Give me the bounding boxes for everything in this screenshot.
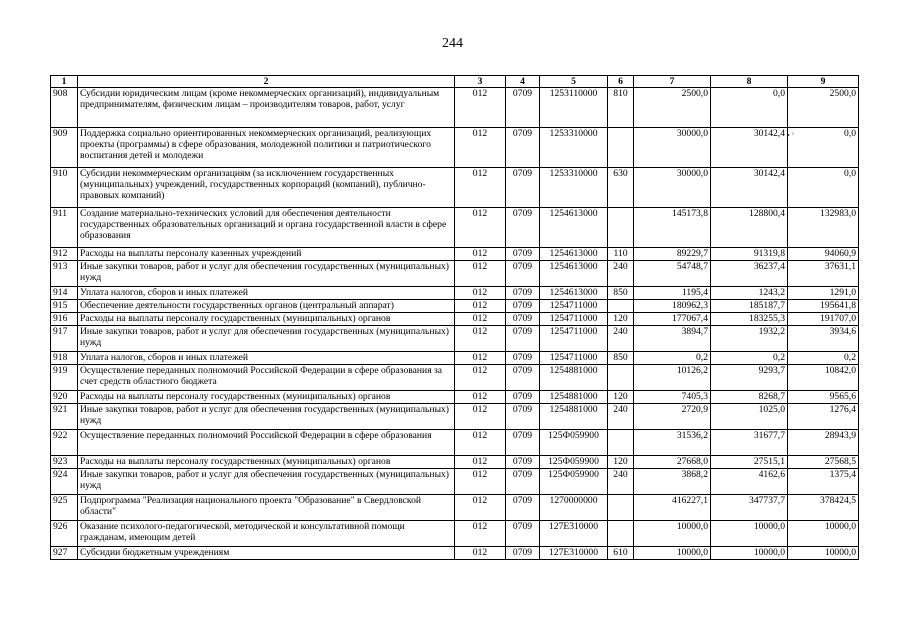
header-cell: 9 xyxy=(788,76,859,88)
amount-year2-cell: 36237,4 xyxy=(711,261,788,287)
target-article-cell: 1254711000 xyxy=(540,313,608,326)
expense-type-cell xyxy=(608,128,634,168)
ministry-code-cell: 012 xyxy=(455,88,506,128)
ministry-code-cell: 012 xyxy=(455,521,506,547)
row-name-cell: Иные закупки товаров, работ и услуг для обеспечения государственных (муниципальных) нужд xyxy=(78,404,455,430)
expense-type-cell xyxy=(608,521,634,547)
amount-year2-cell: 27515,1 xyxy=(711,456,788,469)
row-name-cell: Иные закупки товаров, работ и услуг для обеспечения государственных (муниципальных) нужд xyxy=(78,326,455,352)
amount-year2-cell: 347737,7 xyxy=(711,495,788,521)
row-name-cell: Субсидии некоммерческим организациям (за исключением государственных (муниципальных) учреждений, государственных корпораций (компаний), публично-правовых компаний) xyxy=(78,168,455,208)
section-code-cell: 0709 xyxy=(506,547,540,560)
table-row xyxy=(51,313,859,326)
row-number-cell: 922 xyxy=(51,430,78,456)
amount-year2-cell: 9293,7 xyxy=(711,365,788,391)
amount-year2-cell: 1243,2 xyxy=(711,287,788,300)
table-row xyxy=(51,168,859,208)
amount-year1-cell: 30000,0 xyxy=(634,128,711,168)
row-number-cell: 913 xyxy=(51,261,78,287)
amount-year3-cell: 10000,0 xyxy=(788,547,859,560)
target-article-cell: 1254613000 xyxy=(540,208,608,248)
row-number-cell: 918 xyxy=(51,352,78,365)
amount-year3-cell: 9565,6 xyxy=(788,391,859,404)
row-number-cell: 908 xyxy=(51,88,78,128)
table-row xyxy=(51,248,859,261)
amount-year3-cell: 195641,8 xyxy=(788,300,859,313)
ministry-code-cell: 012 xyxy=(455,352,506,365)
header-cell: 4 xyxy=(506,76,540,88)
section-code-cell: 0709 xyxy=(506,287,540,300)
amount-year3-cell: 191707,0 xyxy=(788,313,859,326)
target-article-cell: 1254711000 xyxy=(540,352,608,365)
expense-type-cell xyxy=(608,495,634,521)
row-number-cell: 926 xyxy=(51,521,78,547)
amount-year3-cell: 2500,0 xyxy=(788,88,859,128)
row-name-cell: Уплата налогов, сборов и иных платежей xyxy=(78,352,455,365)
amount-year3-cell: 1375,4 xyxy=(788,469,859,495)
header-cell: 5 xyxy=(540,76,608,88)
table-row xyxy=(51,287,859,300)
amount-year3-cell: 10000,0 xyxy=(788,521,859,547)
target-article-cell: 127E310000 xyxy=(540,521,608,547)
ministry-code-cell: 012 xyxy=(455,300,506,313)
table-row xyxy=(51,391,859,404)
row-number-cell: 911 xyxy=(51,208,78,248)
budget-table xyxy=(50,75,859,560)
expense-type-cell xyxy=(608,208,634,248)
table-row xyxy=(51,365,859,391)
amount-year1-cell: 10126,2 xyxy=(634,365,711,391)
amount-year1-cell: 30000,0 xyxy=(634,168,711,208)
amount-year3-cell: 378424,5 xyxy=(788,495,859,521)
amount-year2-cell: 1932,2 xyxy=(711,326,788,352)
row-number-cell: 916 xyxy=(51,313,78,326)
row-number-cell: 924 xyxy=(51,469,78,495)
table-body xyxy=(51,88,859,560)
section-code-cell: 0709 xyxy=(506,456,540,469)
section-code-cell: 0709 xyxy=(506,208,540,248)
amount-year1-cell: 54748,7 xyxy=(634,261,711,287)
amount-year2-cell: 10000,0 xyxy=(711,521,788,547)
row-number-cell: 921 xyxy=(51,404,78,430)
row-name-cell: Уплата налогов, сборов и иных платежей xyxy=(78,287,455,300)
row-name-cell: Осуществление переданных полномочий Российской Федерации в сфере образования за счет средств областного бюджета xyxy=(78,365,455,391)
row-name-cell: Расходы на выплаты персоналу государственных (муниципальных) органов xyxy=(78,456,455,469)
ministry-code-cell: 012 xyxy=(455,128,506,168)
row-number-cell: 919 xyxy=(51,365,78,391)
target-article-cell: 1270000000 xyxy=(540,495,608,521)
amount-year3-cell: 132983,0 xyxy=(788,208,859,248)
expense-type-cell xyxy=(608,300,634,313)
amount-year1-cell: 2720,9 xyxy=(634,404,711,430)
section-code-cell: 0709 xyxy=(506,313,540,326)
expense-type-cell: 610 xyxy=(608,547,634,560)
amount-year1-cell: 2500,0 xyxy=(634,88,711,128)
amount-year1-cell: 416227,1 xyxy=(634,495,711,521)
table-row xyxy=(51,208,859,248)
amount-year2-cell: 185187,7 xyxy=(711,300,788,313)
expense-type-cell: 120 xyxy=(608,456,634,469)
amount-year1-cell: 177067,4 xyxy=(634,313,711,326)
amount-year3-cell: 28943,9 xyxy=(788,430,859,456)
amount-year3-cell: 0,0 xyxy=(788,168,859,208)
expense-type-cell: 120 xyxy=(608,313,634,326)
row-number-cell: 925 xyxy=(51,495,78,521)
target-article-cell: 125Ф059900 xyxy=(540,456,608,469)
page-number: 244 xyxy=(442,36,463,51)
table-row xyxy=(51,456,859,469)
amount-year1-cell: 180962,3 xyxy=(634,300,711,313)
amount-year3-cell: 0,0 xyxy=(788,128,859,168)
expense-type-cell xyxy=(608,365,634,391)
amount-year2-cell: 30142,4 xyxy=(711,168,788,208)
target-article-cell: 125Ф059900 xyxy=(540,430,608,456)
scan-artifact: • ‘ xyxy=(787,131,795,140)
section-code-cell: 0709 xyxy=(506,404,540,430)
amount-year2-cell: 31677,7 xyxy=(711,430,788,456)
expense-type-cell xyxy=(608,430,634,456)
ministry-code-cell: 012 xyxy=(455,313,506,326)
table-row xyxy=(51,352,859,365)
section-code-cell: 0709 xyxy=(506,300,540,313)
expense-type-cell: 240 xyxy=(608,326,634,352)
ministry-code-cell: 012 xyxy=(455,287,506,300)
section-code-cell: 0709 xyxy=(506,352,540,365)
header-cell: 1 xyxy=(51,76,78,88)
target-article-cell: 1254613000 xyxy=(540,261,608,287)
target-article-cell: 1254881000 xyxy=(540,391,608,404)
row-number-cell: 917 xyxy=(51,326,78,352)
target-article-cell: 1254613000 xyxy=(540,248,608,261)
amount-year1-cell: 1195,4 xyxy=(634,287,711,300)
ministry-code-cell: 012 xyxy=(455,326,506,352)
target-article-cell: 1254711000 xyxy=(540,326,608,352)
section-code-cell: 0709 xyxy=(506,248,540,261)
amount-year3-cell: 3934,6 xyxy=(788,326,859,352)
table-row xyxy=(51,300,859,313)
row-name-cell: Расходы на выплаты персоналу государственных (муниципальных) органов xyxy=(78,391,455,404)
amount-year1-cell: 3868,2 xyxy=(634,469,711,495)
amount-year1-cell: 7405,3 xyxy=(634,391,711,404)
expense-type-cell: 110 xyxy=(608,248,634,261)
target-article-cell: 125Ф059900 xyxy=(540,469,608,495)
amount-year2-cell: 10000,0 xyxy=(711,547,788,560)
ministry-code-cell: 012 xyxy=(455,168,506,208)
table-row xyxy=(51,469,859,495)
ministry-code-cell: 012 xyxy=(455,495,506,521)
section-code-cell: 0709 xyxy=(506,430,540,456)
row-name-cell: Создание материально-технических условий для обеспечения деятельности государственных образовательных организаций и органа государственной власти в сфере образования xyxy=(78,208,455,248)
amount-year3-cell: 1291,0 xyxy=(788,287,859,300)
amount-year1-cell: 10000,0 xyxy=(634,547,711,560)
amount-year2-cell: 30142,4 xyxy=(711,128,788,168)
section-code-cell: 0709 xyxy=(506,168,540,208)
amount-year2-cell: 0,0 xyxy=(711,88,788,128)
ministry-code-cell: 012 xyxy=(455,208,506,248)
row-number-cell: 912 xyxy=(51,248,78,261)
section-code-cell: 0709 xyxy=(506,128,540,168)
section-code-cell: 0709 xyxy=(506,365,540,391)
row-name-cell: Расходы на выплаты персоналу государственных (муниципальных) органов xyxy=(78,313,455,326)
table-row xyxy=(51,547,859,560)
expense-type-cell: 850 xyxy=(608,352,634,365)
ministry-code-cell: 012 xyxy=(455,547,506,560)
section-code-cell: 0709 xyxy=(506,521,540,547)
row-name-cell: Субсидии бюджетным учреждениям xyxy=(78,547,455,560)
amount-year1-cell: 27668,0 xyxy=(634,456,711,469)
target-article-cell: 1253310000 xyxy=(540,128,608,168)
expense-type-cell: 240 xyxy=(608,469,634,495)
amount-year1-cell: 0,2 xyxy=(634,352,711,365)
ministry-code-cell: 012 xyxy=(455,404,506,430)
table-row xyxy=(51,88,859,128)
section-code-cell: 0709 xyxy=(506,469,540,495)
row-name-cell: Субсидии юридическим лицам (кроме некоммерческих организаций), индивидуальным предпринимателям, физическим лицам – производителям товаров, работ, услуг xyxy=(78,88,455,128)
target-article-cell: 1253310000 xyxy=(540,168,608,208)
amount-year1-cell: 10000,0 xyxy=(634,521,711,547)
expense-type-cell: 810 xyxy=(608,88,634,128)
row-name-cell: Поддержка социально ориентированных некоммерческих организаций, реализующих проекты (программы) в сфере образования, молодежной политики и патриотического воспитания детей и молодежи xyxy=(78,128,455,168)
amount-year2-cell: 128800,4 xyxy=(711,208,788,248)
table-row xyxy=(51,404,859,430)
ministry-code-cell: 012 xyxy=(455,391,506,404)
amount-year3-cell: 94060,9 xyxy=(788,248,859,261)
expense-type-cell: 120 xyxy=(608,391,634,404)
header-cell: 8 xyxy=(711,76,788,88)
amount-year2-cell: 183255,3 xyxy=(711,313,788,326)
section-code-cell: 0709 xyxy=(506,326,540,352)
amount-year1-cell: 31536,2 xyxy=(634,430,711,456)
target-article-cell: 1254613000 xyxy=(540,287,608,300)
amount-year3-cell: 37631,1 xyxy=(788,261,859,287)
header-cell: 6 xyxy=(608,76,634,88)
section-code-cell: 0709 xyxy=(506,391,540,404)
table-row xyxy=(51,326,859,352)
expense-type-cell: 850 xyxy=(608,287,634,300)
expense-type-cell: 240 xyxy=(608,404,634,430)
row-number-cell: 909 xyxy=(51,128,78,168)
header-cell: 3 xyxy=(455,76,506,88)
amount-year1-cell: 3894,7 xyxy=(634,326,711,352)
row-name-cell: Иные закупки товаров, работ и услуг для обеспечения государственных (муниципальных) нужд xyxy=(78,261,455,287)
ministry-code-cell: 012 xyxy=(455,430,506,456)
row-name-cell: Обеспечение деятельности государственных органов (центральный аппарат) xyxy=(78,300,455,313)
table-row xyxy=(51,495,859,521)
target-article-cell: 1254881000 xyxy=(540,365,608,391)
amount-year1-cell: 145173,8 xyxy=(634,208,711,248)
amount-year3-cell: 10842,0 xyxy=(788,365,859,391)
section-code-cell: 0709 xyxy=(506,495,540,521)
header-cell: 7 xyxy=(634,76,711,88)
amount-year2-cell: 0,2 xyxy=(711,352,788,365)
table-header-row xyxy=(51,76,859,88)
table-row xyxy=(51,521,859,547)
row-number-cell: 920 xyxy=(51,391,78,404)
row-number-cell: 914 xyxy=(51,287,78,300)
expense-type-cell: 240 xyxy=(608,261,634,287)
section-code-cell: 0709 xyxy=(506,261,540,287)
row-name-cell: Осуществление переданных полномочий Российской Федерации в сфере образования xyxy=(78,430,455,456)
row-name-cell: Иные закупки товаров, работ и услуг для обеспечения государственных (муниципальных) нужд xyxy=(78,469,455,495)
target-article-cell: 127E310000 xyxy=(540,547,608,560)
amount-year3-cell: 0,2 xyxy=(788,352,859,365)
target-article-cell: 1253110000 xyxy=(540,88,608,128)
amount-year2-cell: 4162,6 xyxy=(711,469,788,495)
row-name-cell: Расходы на выплаты персоналу казенных учреждений xyxy=(78,248,455,261)
section-code-cell: 0709 xyxy=(506,88,540,128)
row-number-cell: 927 xyxy=(51,547,78,560)
amount-year1-cell: 89229,7 xyxy=(634,248,711,261)
table-row xyxy=(51,430,859,456)
ministry-code-cell: 012 xyxy=(455,248,506,261)
row-number-cell: 910 xyxy=(51,168,78,208)
table-row xyxy=(51,261,859,287)
expense-type-cell: 630 xyxy=(608,168,634,208)
target-article-cell: 1254881000 xyxy=(540,404,608,430)
row-number-cell: 923 xyxy=(51,456,78,469)
row-number-cell: 915 xyxy=(51,300,78,313)
amount-year2-cell: 91319,8 xyxy=(711,248,788,261)
target-article-cell: 1254711000 xyxy=(540,300,608,313)
ministry-code-cell: 012 xyxy=(455,469,506,495)
amount-year3-cell: 27568,5 xyxy=(788,456,859,469)
ministry-code-cell: 012 xyxy=(455,365,506,391)
table-row xyxy=(51,128,859,168)
ministry-code-cell: 012 xyxy=(455,456,506,469)
amount-year2-cell: 8268,7 xyxy=(711,391,788,404)
header-cell: 2 xyxy=(78,76,455,88)
row-name-cell: Подпрограмма "Реализация национального проекта "Образование" в Свердловской области" xyxy=(78,495,455,521)
ministry-code-cell: 012 xyxy=(455,261,506,287)
row-name-cell: Оказание психолого-педагогической, методической и консультативной помощи гражданам, имеющим детей xyxy=(78,521,455,547)
amount-year2-cell: 1025,0 xyxy=(711,404,788,430)
amount-year3-cell: 1276,4 xyxy=(788,404,859,430)
